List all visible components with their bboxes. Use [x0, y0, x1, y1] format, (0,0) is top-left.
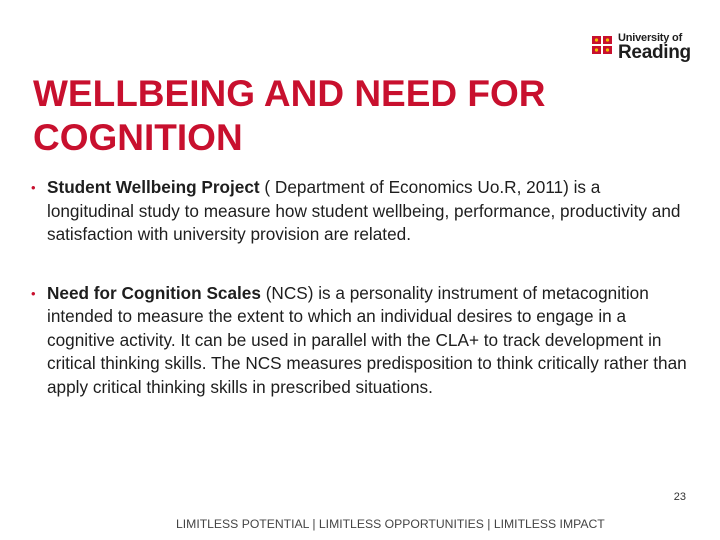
page-number: 23 [673, 491, 686, 503]
slide-title: WELLBEING AND NEED FOR COGNITION [33, 73, 546, 158]
bullet-heading: Student Wellbeing Project [47, 177, 260, 197]
bullet-icon: • [31, 180, 36, 195]
bullet-item [30, 176, 690, 247]
bullet-list [30, 176, 690, 399]
bullet-heading: Need for Cognition Scales [47, 282, 261, 303]
logo-line2: Reading [618, 42, 691, 63]
logo-line1: University of [618, 32, 683, 44]
bullet-text: ( Department of Economics Uo.R, 2011) is a longitudinal study to measure how student wellbeing, performance, productivity and satisfaction with university provision are related. [47, 177, 681, 244]
bullet-item [30, 282, 690, 400]
footer-tagline: LIMITLESS POTENTIAL | LIMITLESS OPPORTUNITIES | LIMITLESS IMPACT [176, 517, 605, 531]
crest-icon [592, 36, 612, 54]
bullet-icon: • [31, 285, 36, 301]
university-logo [592, 30, 692, 70]
bullet-text: (NCS) is a personality instrument of metacognition intended to measure the extent to which an individual desires to engage in a cognitive activity. It can be used in parallel with the CLA+ to track development in critical thinking skills. The NCS measures predisposition to think critically rather than apply critical thinking skills in prescribed situations. [47, 282, 687, 397]
